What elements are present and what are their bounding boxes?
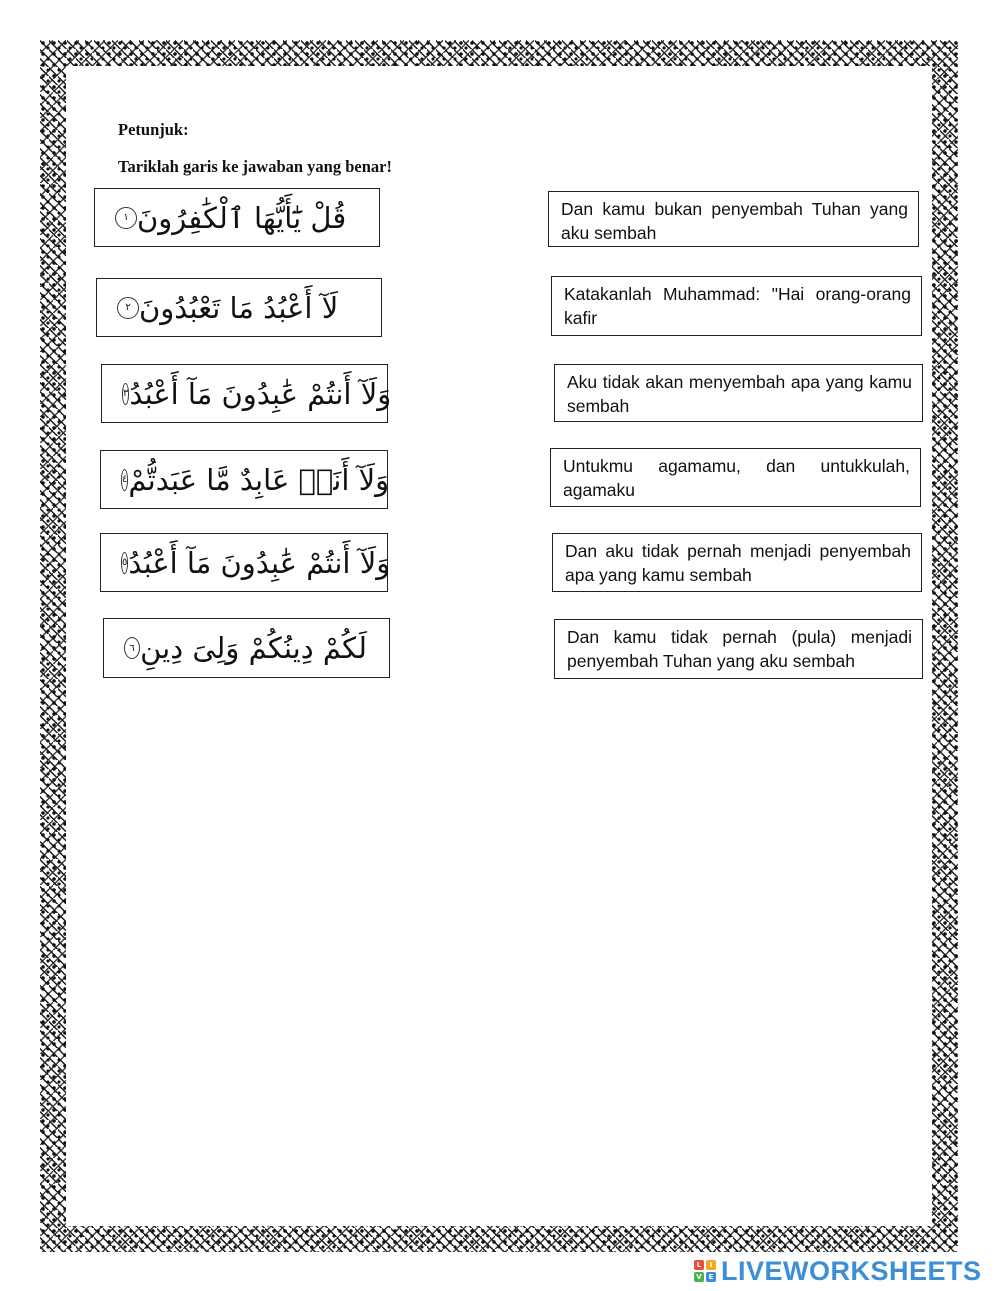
verse-box-2[interactable] [96,278,382,337]
instructions-title: Petunjuk: [118,120,189,139]
verse-box-6[interactable] [103,618,390,678]
verse-text: وَلَآ أَنَا۠ عَابِدٌ مَّا عَبَدتُّمْ [128,462,390,497]
verse-text: وَلَآ أَنتُمْ عَٰبِدُونَ مَآ أَعْبُدُ [128,545,391,580]
verse-text: قُلْ يَٰٓأَيُّهَا ٱلْكَٰفِرُونَ [137,200,347,235]
verse-box-1[interactable] [94,188,380,247]
verse-number-marker: ٥ [121,552,128,574]
verse-number-marker: ٦ [124,637,140,659]
verse-box-4[interactable] [100,450,388,509]
logo-tile-e: E [706,1272,716,1282]
verse-number-marker: ٣ [122,383,129,405]
verse-box-5[interactable] [100,533,391,592]
verse-number-marker: ٢ [117,297,139,319]
meaning-box-4[interactable]: Untukmu agamamu, dan untukkulah, agamaku [550,448,921,507]
logo-tile-v: V [694,1272,704,1282]
brand-logo-icon [694,1260,716,1282]
meaning-box-2[interactable]: Katakanlah Muhammad: "Hai orang-orang kafir [551,276,922,336]
liveworksheets-brand [694,1254,982,1288]
verse-number-marker: ٤ [121,469,128,491]
verse-text: وَلَآ أَنتُمْ عَٰبِدُونَ مَآ أَعْبُدُ [129,376,392,411]
meaning-box-5[interactable]: Dan aku tidak pernah menjadi penyembah apa yang kamu sembah [552,533,922,592]
logo-tile-i: I [706,1260,716,1270]
verse-box-3[interactable] [101,364,392,423]
verse-text: لَكُمْ دِينُكُمْ وَلِىَ دِينِ [140,631,367,665]
meaning-box-6[interactable]: Dan kamu tidak pernah (pula) menjadi penyembah Tuhan yang aku sembah [554,619,923,679]
verse-text: لَآ أَعْبُدُ مَا تَعْبُدُونَ [139,290,339,325]
logo-tile-l: L [694,1260,704,1270]
brand-name: LIVEWORKSHEETS [721,1255,982,1286]
verse-number-marker: ١ [115,207,137,229]
meaning-box-3[interactable]: Aku tidak akan menyembah apa yang kamu sembah [554,364,923,422]
instructions-text: Tariklah garis ke jawaban yang benar! [118,157,392,176]
meaning-box-1[interactable]: Dan kamu bukan penyembah Tuhan yang aku sembah [548,191,919,247]
